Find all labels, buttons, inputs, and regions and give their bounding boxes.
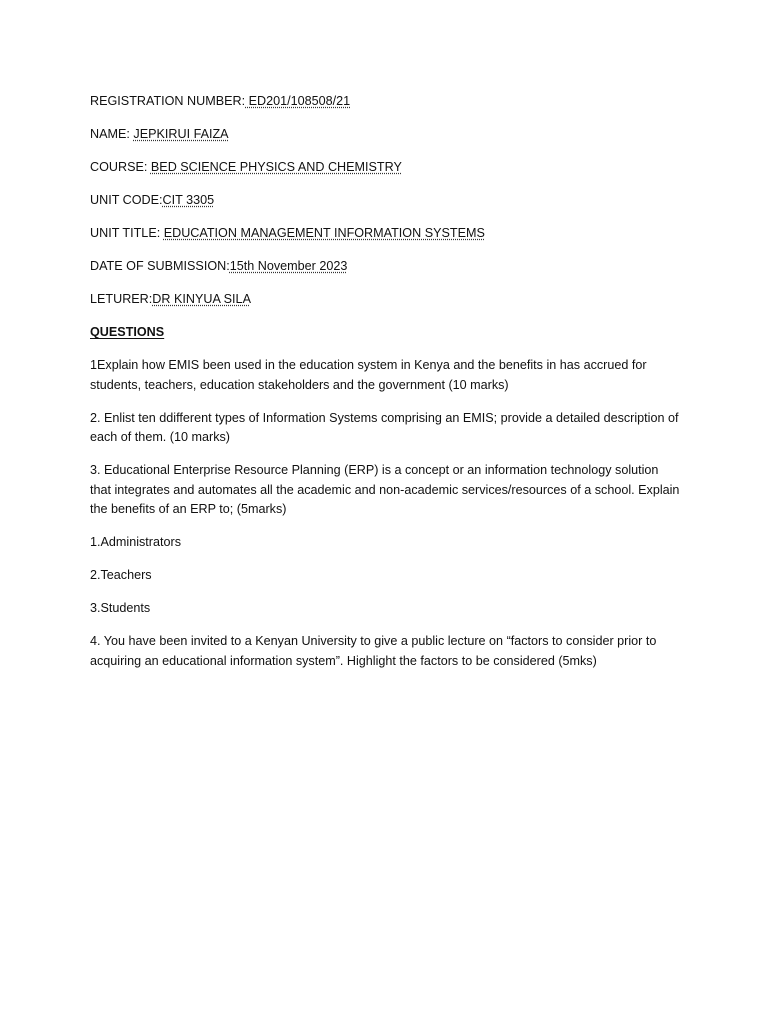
submission-date-line [90, 257, 680, 277]
unit-title-value: EDUCATION MANAGEMENT INFORMATION SYSTEMS [163, 226, 485, 240]
name-value: JEPKIRUI FAIZA [133, 127, 229, 141]
question-2: 2. Enlist ten ddifferent types of Information Systems comprising an EMIS; provide a detailed description of each of them. (10 marks) [90, 410, 679, 444]
registration-number-line [90, 92, 680, 112]
course-value: BED SCIENCE PHYSICS AND CHEMISTRY [150, 160, 402, 174]
submission-date-value: 15th November 2023 [229, 259, 348, 273]
question-1: 1Explain how EMIS been used in the education system in Kenya and the benefits in has accrued for students, teachers, education stakeholders and the government (10 marks) [90, 358, 647, 392]
unit-title-label: UNIT TITLE: [90, 226, 164, 240]
submission-date-label: DATE OF SUBMISSION: [90, 259, 230, 273]
questions-heading: QUESTIONS [90, 325, 165, 339]
question-3-item-students: 3.Students [90, 601, 151, 615]
unit-code-line [90, 191, 680, 211]
document-body [90, 92, 680, 685]
registration-number-label: REGISTRATION NUMBER: [90, 94, 246, 108]
unit-code-value: CIT 3305 [162, 193, 215, 207]
name-line [90, 125, 680, 145]
lecturer-value: DR KINYUA SILA [152, 292, 251, 306]
question-4: 4. You have been invited to a Kenyan University to give a public lecture on “factors to consider prior to acquiring an educational information system”. Highlight the factors to be considered (5mks) [90, 634, 657, 668]
unit-code-label: UNIT CODE: [90, 193, 163, 207]
course-line [90, 158, 680, 178]
course-label: COURSE: [90, 160, 151, 174]
question-3: 3. Educational Enterprise Resource Planning (ERP) is a concept or an information technology solution that integrates and automates all the academic and non-academic services/resources of a school. Explain the benefits of an ERP to; (5marks) [90, 463, 680, 516]
unit-title-line [90, 224, 680, 244]
question-3-item-teachers: 2.Teachers [90, 568, 152, 582]
question-3-item-administrators: 1.Administrators [90, 535, 181, 549]
registration-number-value: ED201/108508/21 [245, 94, 351, 108]
lecturer-label: LETURER: [90, 292, 153, 306]
lecturer-line [90, 290, 680, 310]
name-label: NAME: [90, 127, 134, 141]
